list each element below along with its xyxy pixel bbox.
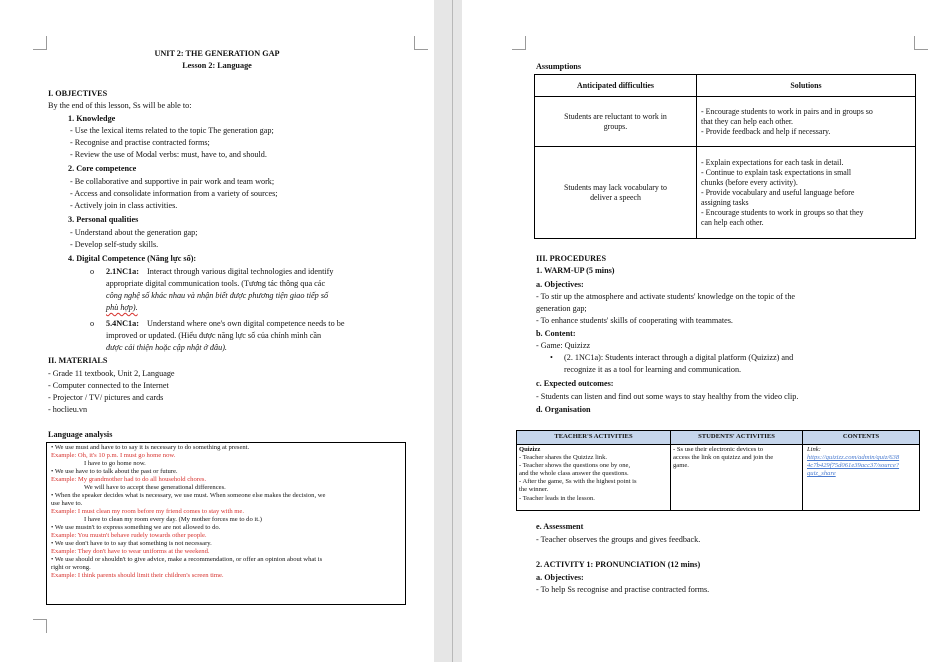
- assessment-text: - Teacher observes the groups and gives feedback.: [536, 535, 701, 544]
- analysis-line: • When the speaker decides what is necessary, we use must. When someone else makes the decision, we: [51, 492, 326, 499]
- difficulty-cell: Students may lack vocabulary to deliver a speech: [535, 147, 697, 239]
- difficulty-cell: Students are reluctant to work in groups.: [535, 97, 697, 147]
- activity1-objective: - To help Ss recognise and practise contracted forms.: [536, 585, 710, 594]
- list-bullet: •: [550, 353, 553, 362]
- objectives-intro: By the end of this lesson, Ss will be able to:: [48, 101, 192, 110]
- table-header: Anticipated difficulties: [535, 75, 697, 97]
- list-bullet: o: [90, 319, 95, 328]
- knowledge-item: - Review the use of Modal verbs: must, have to, and should.: [70, 150, 267, 159]
- table-header: TEACHER'S ACTIVITIES: [517, 431, 671, 445]
- digital-text-line: Understand where one's own digital competence needs to be: [147, 319, 345, 328]
- students-activities-cell: - Ss use their electronic devices to access the link on quizizz and join the game.: [671, 445, 803, 511]
- analysis-line: right or wrong.: [51, 564, 91, 571]
- analysis-line: • We use should or shouldn't to give advice, make a recommendation, or offer an opinion about what is: [51, 556, 323, 563]
- assumptions-heading: Assumptions: [536, 62, 582, 71]
- objectives-heading: I. OBJECTIVES: [48, 89, 108, 98]
- digital-text-line: công nghệ số khác nhau và nhận biết được phương tiện giao tiếp số: [106, 291, 329, 300]
- materials-item: - Projector / TV/ pictures and cards: [48, 393, 164, 402]
- language-analysis-heading: Language analysis: [48, 430, 113, 439]
- analysis-example: Example: I think parents should limit their children's screen time.: [51, 572, 224, 579]
- materials-item: - Computer connected to the Internet: [48, 381, 169, 390]
- analysis-line: • We use must and have to to say it is necessary to do something at present.: [51, 444, 250, 451]
- page-gap: [434, 0, 462, 662]
- table-header: Solutions: [697, 75, 916, 97]
- analysis-example: Example: I must clean my room before my friend comes to stay with me.: [51, 508, 244, 515]
- teacher-activities-cell: Quizizz - Teacher shares the Quizizz link. - Teacher shows the questions one by one, and the whole class answer the questions. - After the game, Ss with the highest point is the winner. - Teacher leads in the lesson.: [517, 445, 671, 511]
- analysis-example: Example: They don't have to wear uniforms at the weekend.: [51, 548, 210, 555]
- analysis-example: Example: Oh, it's 10 p.m. I must go home now.: [51, 452, 176, 459]
- assumptions-table: [534, 74, 916, 239]
- document-page-1: [0, 0, 434, 662]
- warmup-objectives-label: a. Objectives:: [536, 280, 584, 289]
- organisation-table: [516, 430, 920, 511]
- content-bullet-text: recognize it as a tool for learning and communication.: [564, 365, 742, 374]
- analysis-line: use have to.: [51, 500, 83, 507]
- materials-heading: II. MATERIALS: [48, 356, 108, 365]
- digital-text-line: appropriate digital communication tools. (Tương tác thông qua các: [106, 279, 326, 288]
- personal-item: - Understand about the generation gap;: [70, 228, 198, 237]
- core-item: - Actively join in class activities.: [70, 201, 178, 210]
- warmup-objective: - To stir up the atmosphere and activate students' knowledge on the topic of the: [536, 292, 796, 301]
- materials-item: - Grade 11 textbook, Unit 2, Language: [48, 369, 175, 378]
- list-bullet: o: [90, 267, 95, 276]
- analysis-example: We will have to accept these generational differences.: [84, 484, 226, 491]
- table-header: CONTENTS: [803, 431, 920, 445]
- analysis-line: • We use don't have to to say that something is not necessary.: [51, 540, 212, 547]
- organisation-label: d. Organisation: [536, 405, 591, 414]
- lesson-unit-title: UNIT 2: THE GENERATION GAP: [154, 49, 280, 58]
- knowledge-item: - Use the lexical items related to the topic The generation gap;: [70, 126, 274, 135]
- core-item: - Access and consolidate information from a variety of sources;: [70, 189, 278, 198]
- warmup-objective: generation gap;: [536, 304, 587, 313]
- outcomes-text: - Students can listen and find out some ways to stay healthy from the video clip.: [536, 392, 799, 401]
- table-header: STUDENTS' ACTIVITIES: [671, 431, 803, 445]
- personal-qualities-heading: 3. Personal qualities: [68, 215, 139, 224]
- analysis-example: Example: My grandmother had to do all household chores.: [51, 476, 207, 483]
- digital-competence-heading: 4. Digital Competence (Năng lực số):: [68, 254, 197, 263]
- core-competence-heading: 2. Core competence: [68, 164, 137, 173]
- document-page-2: [462, 0, 940, 662]
- digital-code: 5.4NC1a:: [106, 319, 139, 328]
- personal-item: - Develop self-study skills.: [70, 240, 159, 249]
- content-label: b. Content:: [536, 329, 576, 338]
- margin-corner-mark: [914, 36, 928, 50]
- analysis-example: I have to clean my room every day. (My mother forces me to do it.): [84, 516, 262, 523]
- core-item: - Be collaborative and supportive in pair work and team work;: [70, 177, 275, 186]
- margin-corner-mark: [33, 619, 47, 633]
- analysis-line: • We use mustn't to express something we are not allowed to do.: [51, 524, 221, 531]
- quizizz-link[interactable]: https://quizizz.com/admin/quiz/638 4c7b429f75d061e39acc37/source? quiz_share: [807, 454, 900, 478]
- content-game: - Game: Quizizz: [536, 341, 591, 350]
- content-bullet-text: (2. 1NC1a): Students interact through a digital platform (Quizizz) and: [564, 353, 794, 362]
- solution-cell: - Encourage students to work in pairs and in groups so that they can help each other. - Provide feedback and help if necessary.: [697, 97, 916, 147]
- digital-text-line: được cải thiện hoặc cập nhật ở đâu).: [106, 343, 227, 352]
- outcomes-label: c. Expected outcomes:: [536, 379, 614, 388]
- materials-item: - hoclieu.vn: [48, 405, 88, 414]
- digital-text-line: Interact through various digital technologies and identify: [147, 267, 334, 276]
- lesson-subtitle: Lesson 2: Language: [182, 61, 252, 70]
- contents-cell: Link: https://quizizz.com/admin/quiz/638 4c7b429f75d061e39acc37/source? quiz_share: [803, 445, 920, 511]
- language-analysis-box: [46, 442, 406, 605]
- assessment-label: e. Assessment: [536, 522, 584, 531]
- warmup-heading: 1. WARM-UP (5 mins): [536, 266, 615, 275]
- digital-text-line: improved or updated. (Hiểu được năng lực số của chính mình cần: [106, 331, 322, 340]
- digital-code: 2.1NC1a:: [106, 267, 139, 276]
- warmup-objective: - To enhance students' skills of cooperating with teammates.: [536, 316, 733, 325]
- analysis-example: I have to go home now.: [84, 460, 146, 467]
- activity1-objectives-label: a. Objectives:: [536, 573, 584, 582]
- knowledge-heading: 1. Knowledge: [68, 114, 116, 123]
- knowledge-item: - Recognise and practise contracted forms;: [70, 138, 210, 147]
- analysis-example: Example: You mustn't behave rudely towards other people.: [51, 532, 207, 539]
- analysis-line: • We use have to to talk about the past or future.: [51, 468, 178, 475]
- solution-cell: - Explain expectations for each task in detail. - Continue to explain task expectations in small chunks (before every activity). - Provide vocabulary and useful language before assigning tasks - Encourage students to work in groups so that they can help each other.: [697, 147, 916, 239]
- margin-corner-mark: [512, 36, 526, 50]
- digital-text-line: phù hợp).: [106, 303, 138, 312]
- procedures-heading: III. PROCEDURES: [536, 254, 607, 263]
- activity1-heading: 2. ACTIVITY 1: PRONUNCIATION (12 mins): [536, 560, 701, 569]
